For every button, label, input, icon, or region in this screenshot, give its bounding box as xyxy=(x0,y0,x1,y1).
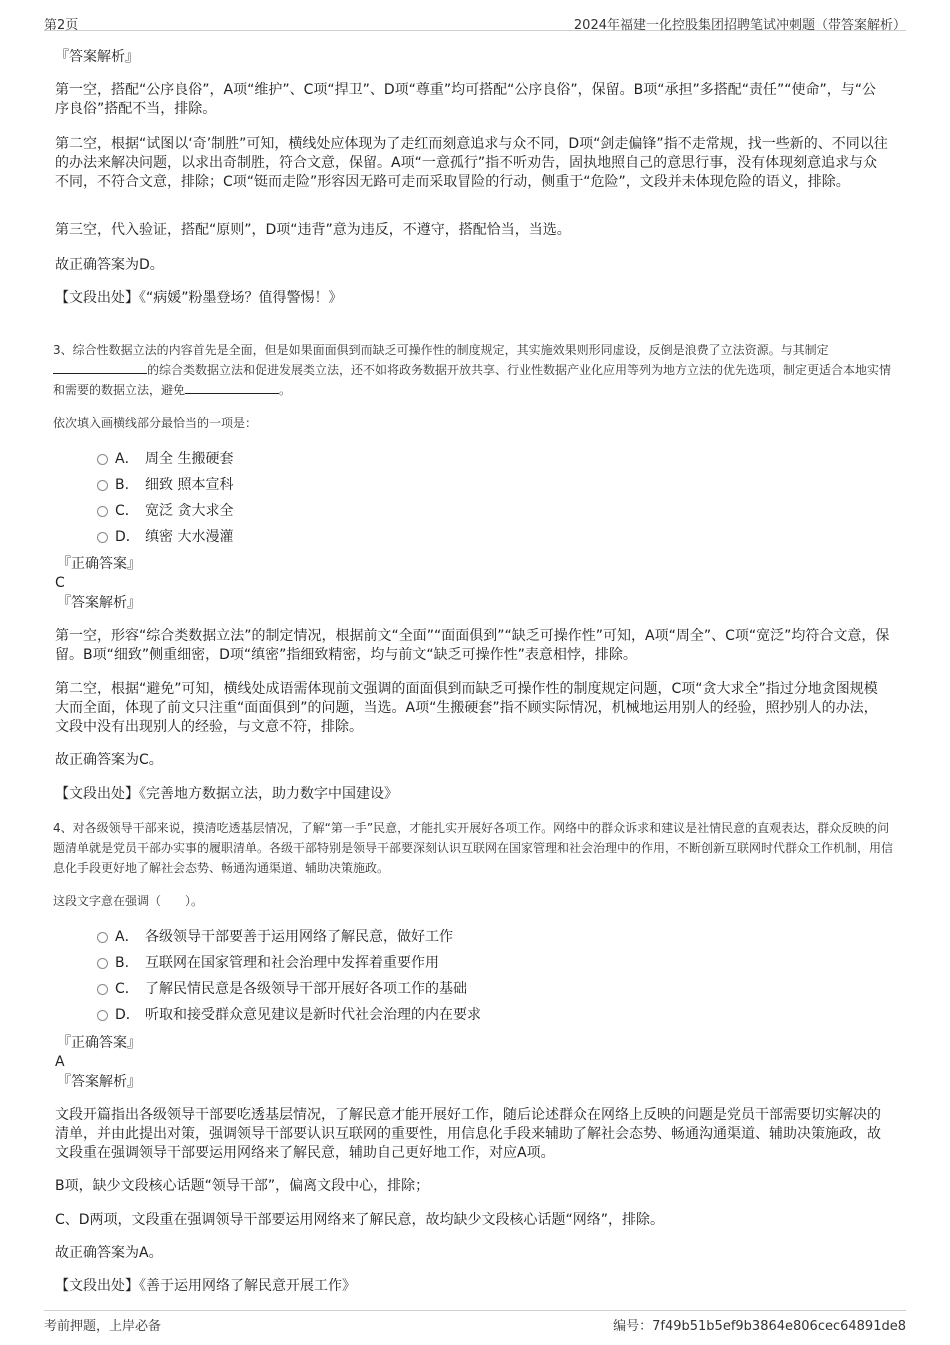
q4-analysis-para3: C、D两项，文段重在强调领导干部要运用网络来了解民意，故均缺少文段核心话题“网络”，排除。 xyxy=(55,1212,665,1228)
q3-analysis-label: 『答案解析』 xyxy=(57,595,141,611)
q3-text-after: 。 xyxy=(279,383,292,397)
radio-icon[interactable] xyxy=(97,506,108,517)
q3-options xyxy=(55,446,655,550)
q2-conclusion: 故正确答案为D。 xyxy=(55,257,164,273)
q3-blank-1 xyxy=(53,361,147,374)
q3-conclusion: 故正确答案为C。 xyxy=(55,752,163,768)
q4-conclusion: 故正确答案为A。 xyxy=(55,1245,163,1261)
q4-option-b[interactable]: B. 互联网在国家管理和社会治理中发挥着重要作用 xyxy=(55,950,755,976)
q3-source: 【文段出处】《完善地方数据立法，助力数字中国建设》 xyxy=(55,786,398,802)
page-number: 第2页 xyxy=(44,18,79,33)
q4-analysis-para1: 文段开篇指出各级领导干部要吃透基层情况，了解民意才能开展好工作，随后论述群众在网络上反映的问题是党员干部需要切实解决的清单，并由此提出对策，强调领导干部要认识互联网的重要性，用信息化手段来辅助了解社会态势、畅通沟通渠道、辅助决策施政，故文段重在强调领导干部要运用网络来了解民意，辅助自己更好地工作，对应A项。 xyxy=(55,1107,881,1161)
q3-text-middle: 的综合类数据立法和促进发展类立法，还不如将政务数据开放共享、行业性数据产业化应用等列为地方立法的优先选项，制定更适合本地实情和需要的数据立法，避免 xyxy=(53,363,892,397)
q4-option-c[interactable]: C． 了解民情民意是各级领导干部开展好各项工作的基础 xyxy=(55,976,755,1002)
radio-icon[interactable] xyxy=(97,532,108,543)
q3-option-d[interactable]: D． 缜密 大水漫灌 xyxy=(55,524,655,550)
q3-option-b[interactable]: B. 细致 照本宣科 xyxy=(55,472,655,498)
q4-analysis-label: 『答案解析』 xyxy=(57,1074,141,1090)
q3-prompt: 依次填入画横线部分最恰当的一项是： xyxy=(53,416,258,430)
page-header xyxy=(44,0,906,31)
q2-analysis-para1: 第一空，搭配“公序良俗”，A项“维护”、C项“捍卫”、D项“尊重”均可搭配“公序良俗”，保留。B项“承担”多搭配“责任”“使命”，与“公序良俗”搭配不当，排除。 xyxy=(55,82,877,117)
radio-icon[interactable] xyxy=(97,932,108,943)
q4-source: 【文段出处】《善于运用网络了解民意开展工作》 xyxy=(55,1278,356,1294)
q4-correct-label: 『正确答案』 xyxy=(57,1035,141,1051)
q2-analysis-para2: 第二空，根据“试图以‘奇’制胜”可知，横线处应体现为了走红而刻意追求与众不同，D项“剑走偏锋”指不走常规，找一些新的、不同以往的办法来解决问题，以求出奇制胜，符合文意，保留。A项“一意孤行”指不听劝告，固执地照自己的意思行事，没有体现刻意追求与众不同，不符合文意，排除；C项“铤而走险”形容因无路可走而采取冒险的行动，侧重于“危险”，文段并未体现危险的语义，排除。 xyxy=(55,136,888,190)
q3-option-c[interactable]: C． 宽泛 贪大求全 xyxy=(55,498,655,524)
q3-correct-value: C xyxy=(55,575,65,591)
radio-icon[interactable] xyxy=(97,454,108,465)
q4-analysis-para2: B项，缺少文段核心话题“领导干部”，偏离文段中心，排除； xyxy=(55,1178,430,1194)
q3-analysis-para2: 第二空，根据“避免”可知，横线处成语需体现前文强调的面面俱到而缺乏可操作性的制度规定问题，C项“贪大求全”指过分地贪图规模大而全面，体现了前文只注重“面面俱到”的问题，当选。A项“生搬硬套”指不顾实际情况，机械地运用别人的经验，照抄别人的办法，文段中没有出现别人的经验，与文意不符，排除。 xyxy=(55,681,878,735)
q2-analysis-para3: 第三空，代入验证，搭配“原则”，D项“违背”意为违反，不遵守，搭配恰当，当选。 xyxy=(55,222,571,238)
q3-text-before: 3、综合性数据立法的内容首先是全面，但是如果面面俱到而缺乏可操作性的制度规定，其实施效果则形同虚设，反倒是浪费了立法资源。与其制定 xyxy=(53,343,829,357)
q2-source: 【文段出处】《“病媛”粉墨登场？值得警惕！》 xyxy=(55,290,343,306)
footer-serial: 编号：7f49b51b5ef9b3864e806cec64891de8 xyxy=(613,1319,906,1334)
radio-icon[interactable] xyxy=(97,958,108,969)
q3-correct-label: 『正确答案』 xyxy=(57,556,141,572)
q4-options xyxy=(55,924,755,1028)
q4-question-text: 4、对各级领导干部来说，摸清吃透基层情况，了解“第一手”民意，才能扎实开展好各项工作。网络中的群众诉求和建议是社情民意的直观表达，群众反映的问题清单就是党员干部办实事的履职清单。各级干部特别是领导干部要深刻认识互联网在国家管理和社会治理中的作用，不断创新互联网时代群众工作机制，用信息化手段更好地了解社会态势、畅通沟通渠道、辅助决策施政。 xyxy=(53,821,894,875)
q4-option-d[interactable]: D． 听取和接受群众意见建议是新时代社会治理的内在要求 xyxy=(55,1002,755,1028)
q3-blank-2 xyxy=(185,381,279,394)
q4-correct-value: A xyxy=(55,1054,65,1070)
radio-icon[interactable] xyxy=(97,480,108,491)
radio-icon[interactable] xyxy=(97,1010,108,1021)
q3-option-a[interactable]: A． 周全 生搬硬套 xyxy=(55,446,655,472)
q3-analysis-para1: 第一空，形容“综合类数据立法”的制定情况，根据前文“全面”“面面俱到”“缺乏可操作性”可知，A项“周全”、C项“宽泛”均符合文意，保留。B项“细致”侧重细密，D项“缜密”指细致精密，均与前文“缺乏可操作性”表意相悖，排除。 xyxy=(55,628,890,663)
q2-analysis-label: 『答案解析』 xyxy=(55,49,139,65)
q4-prompt: 这段文字意在强调（ ）。 xyxy=(53,894,204,908)
footer-slogan: 考前押题，上岸必备 xyxy=(44,1319,162,1334)
radio-icon[interactable] xyxy=(97,984,108,995)
q4-option-a[interactable]: A． 各级领导干部要善于运用网络了解民意，做好工作 xyxy=(55,924,755,950)
document-title: 2024年福建一化控股集团招聘笔试冲刺题（带答案解析） xyxy=(573,18,906,33)
page-footer xyxy=(44,1310,906,1341)
q3-question-text xyxy=(53,340,893,400)
